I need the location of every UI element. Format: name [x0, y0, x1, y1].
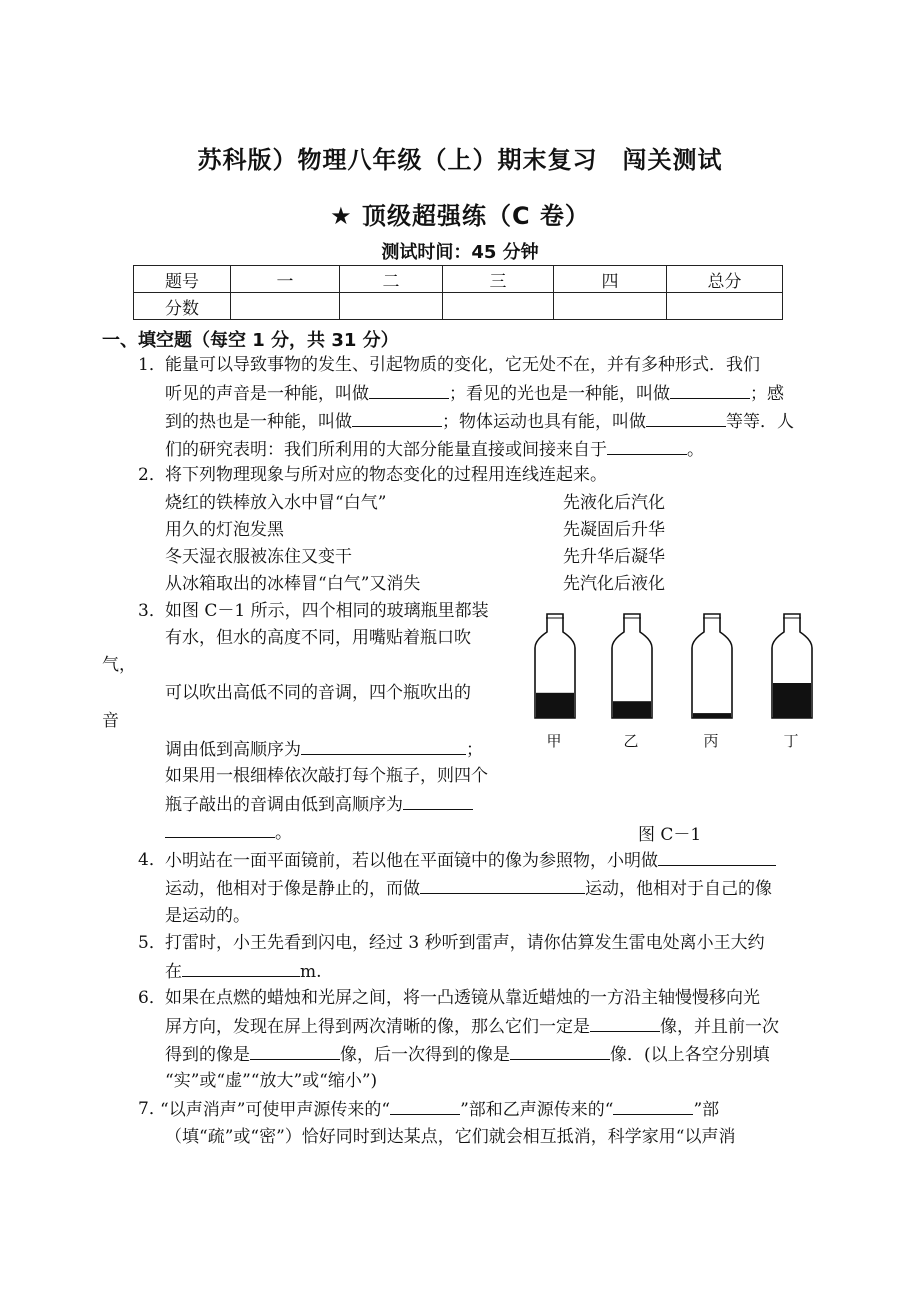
bottle-label: 丙 — [703, 732, 719, 750]
bottle-water — [536, 693, 574, 718]
page-title: 苏科版）物理八年级（上）期末复习 闯关测试 — [197, 146, 723, 174]
answer-blank[interactable] — [420, 875, 585, 894]
match-right-item: 先凝固后升华 — [563, 520, 665, 540]
match-right-item: 先升华后凝华 — [563, 547, 665, 567]
question-line — [165, 380, 784, 407]
question-text: 小明站在一面平面镜前，若以他在平面镜中的像为参照物，小明做 — [165, 851, 658, 871]
question-number: 3． — [138, 601, 166, 621]
question-text: 屏方向，发现在屏上得到两次清晰的像，那么它们一定是 — [165, 1017, 590, 1037]
test-time: 测试时间：45 分钟 — [381, 242, 539, 263]
answer-blank[interactable] — [607, 436, 687, 455]
question-text: 运动，他相对于像是静止的，而做 — [165, 879, 420, 899]
question-text: 气， — [102, 655, 136, 675]
answer-blank[interactable] — [182, 958, 300, 977]
question-number: 5． — [138, 933, 166, 953]
question-number: 2． — [138, 465, 166, 485]
question-number: 4． — [138, 850, 166, 870]
question-text: 像，后一次得到的像是 — [340, 1045, 510, 1065]
bottle-label: 乙 — [623, 732, 639, 750]
question-text: 运动，他相对于自己的像 — [585, 879, 772, 899]
score-entry-cell[interactable] — [554, 293, 667, 320]
question-text: 如图 C－1 所示，四个相同的玻璃瓶里都装 — [165, 601, 489, 621]
answer-blank[interactable] — [390, 1096, 460, 1115]
bottle-water — [773, 683, 811, 718]
page-subtitle: ★ 顶级超强练（C 卷） — [330, 202, 590, 230]
answer-blank[interactable] — [165, 819, 275, 838]
score-entry-cell[interactable] — [340, 293, 443, 320]
score-table — [133, 265, 783, 320]
score-table-score-row — [134, 293, 783, 320]
bottle-label: 丁 — [783, 732, 799, 750]
answer-blank[interactable] — [670, 380, 750, 399]
question-text: 像．(以上各空分别填 — [610, 1045, 770, 1065]
question-line — [165, 408, 794, 435]
figure-caption: 图 C－1 — [638, 825, 702, 845]
question-text: 将下列物理现象与所对应的物态变化的过程用连线连起来。 — [165, 465, 607, 485]
question-text: 到的热也是一种能，叫做 — [165, 412, 352, 432]
question-text: 调由低到高顺序为 — [165, 740, 301, 760]
question-text: 有水，但水的高度不同，用嘴贴着瓶口吹 — [165, 628, 471, 648]
question-text: m. — [300, 962, 322, 982]
question-text: ；感 — [750, 384, 784, 404]
score-table-cell: 总分 — [667, 266, 783, 293]
question-text: 得到的像是 — [165, 1045, 250, 1065]
score-entry-cell[interactable] — [443, 293, 554, 320]
score-entry-cell[interactable] — [231, 293, 340, 320]
question-text: “以声消声”可使甲声源传来的“ — [160, 1100, 391, 1120]
question-line — [165, 1013, 779, 1040]
answer-blank[interactable] — [250, 1041, 340, 1060]
answer-blank[interactable] — [658, 847, 776, 866]
question-line — [165, 875, 772, 902]
question-number: 1． — [138, 355, 166, 375]
question-text: 如果在点燃的蜡烛和光屏之间，将一凸透镜从靠近蜡烛的一方沿主轴慢慢移向光 — [165, 988, 760, 1008]
match-left-item: 从冰箱取出的冰棒冒“白气”又消失 — [165, 574, 421, 594]
answer-blank[interactable] — [352, 408, 442, 427]
answer-blank[interactable] — [646, 408, 726, 427]
answer-blank[interactable] — [403, 791, 473, 810]
score-entry-cell[interactable] — [667, 293, 783, 320]
question-text: 是运动的。 — [165, 906, 250, 926]
question-text: 可以吹出高低不同的音调，四个瓶吹出的 — [165, 683, 471, 703]
match-left-item: 用久的灯泡发黑 — [165, 520, 284, 540]
question-text: “实”或“虚”“放大”或“缩小”) — [165, 1071, 378, 1091]
answer-blank[interactable] — [369, 380, 449, 399]
question-text: 在 — [165, 962, 182, 982]
answer-blank[interactable] — [301, 736, 466, 755]
question-text: ；物体运动也具有能，叫做 — [442, 412, 646, 432]
score-table-cell: 四 — [554, 266, 667, 293]
question-text: 。 — [275, 823, 292, 843]
score-table-cell: 题号 — [134, 266, 231, 293]
question-line — [165, 847, 776, 874]
score-table-header-row — [134, 266, 783, 293]
bottle-outline — [692, 614, 732, 718]
question-line — [165, 736, 483, 763]
question-text: 音 — [102, 711, 119, 731]
question-text: 能量可以导致事物的发生、引起物质的变化，它无处不在，并有多种形式．我们 — [165, 355, 760, 375]
question-text: 等等．人 — [726, 412, 794, 432]
match-left-item: 冬天湿衣服被冻住又变干 — [165, 547, 352, 567]
section-heading: 一、填空题（每空 1 分，共 31 分） — [102, 330, 399, 351]
match-left-item: 烧红的铁棒放入水中冒“白气” — [165, 493, 387, 513]
question-line — [165, 958, 322, 985]
question-text: ”部和乙声源传来的“ — [460, 1100, 614, 1120]
question-number: 6． — [138, 988, 166, 1008]
question-text: 打雷时，小王先看到闪电，经过 3 秒听到雷声，请你估算发生雷电处离小王大约 — [165, 933, 765, 953]
question-text: 。 — [687, 440, 704, 460]
score-table-cell: 二 — [340, 266, 443, 293]
question-text: ”部 — [693, 1100, 720, 1120]
score-table-cell: 分数 — [134, 293, 231, 320]
bottles-figure — [520, 610, 820, 722]
bottle-water — [693, 713, 731, 718]
question-text: 像，并且前一次 — [660, 1017, 779, 1037]
bottle-water — [613, 701, 651, 718]
question-line — [165, 791, 473, 818]
question-line — [165, 819, 292, 846]
bottle-label: 甲 — [546, 732, 562, 750]
question-text: 听见的声音是一种能，叫做 — [165, 384, 369, 404]
question-text: （填“疏”或“密”）恰好同时到达某点，它们就会相互抵消，科学家用“以声消 — [165, 1127, 736, 1147]
score-table-cell: 一 — [231, 266, 340, 293]
score-table-cell: 三 — [443, 266, 554, 293]
question-text: 如果用一根细棒依次敲打每个瓶子，则四个 — [165, 766, 488, 786]
question-text: ； — [466, 740, 483, 760]
question-line — [165, 1041, 770, 1068]
question-text: ；看见的光也是一种能，叫做 — [449, 384, 670, 404]
match-right-item: 先液化后汽化 — [563, 493, 665, 513]
question-text: 们的研究表明：我们所利用的大部分能量直接或间接来自于 — [165, 440, 607, 460]
answer-blank[interactable] — [510, 1041, 610, 1060]
answer-blank[interactable] — [590, 1013, 660, 1032]
question-line — [165, 436, 704, 463]
question-line — [160, 1096, 719, 1123]
answer-blank[interactable] — [613, 1096, 693, 1115]
question-text: 瓶子敲出的音调由低到高顺序为 — [165, 795, 403, 815]
match-right-item: 先汽化后液化 — [563, 574, 665, 594]
question-number: 7． — [138, 1099, 166, 1119]
